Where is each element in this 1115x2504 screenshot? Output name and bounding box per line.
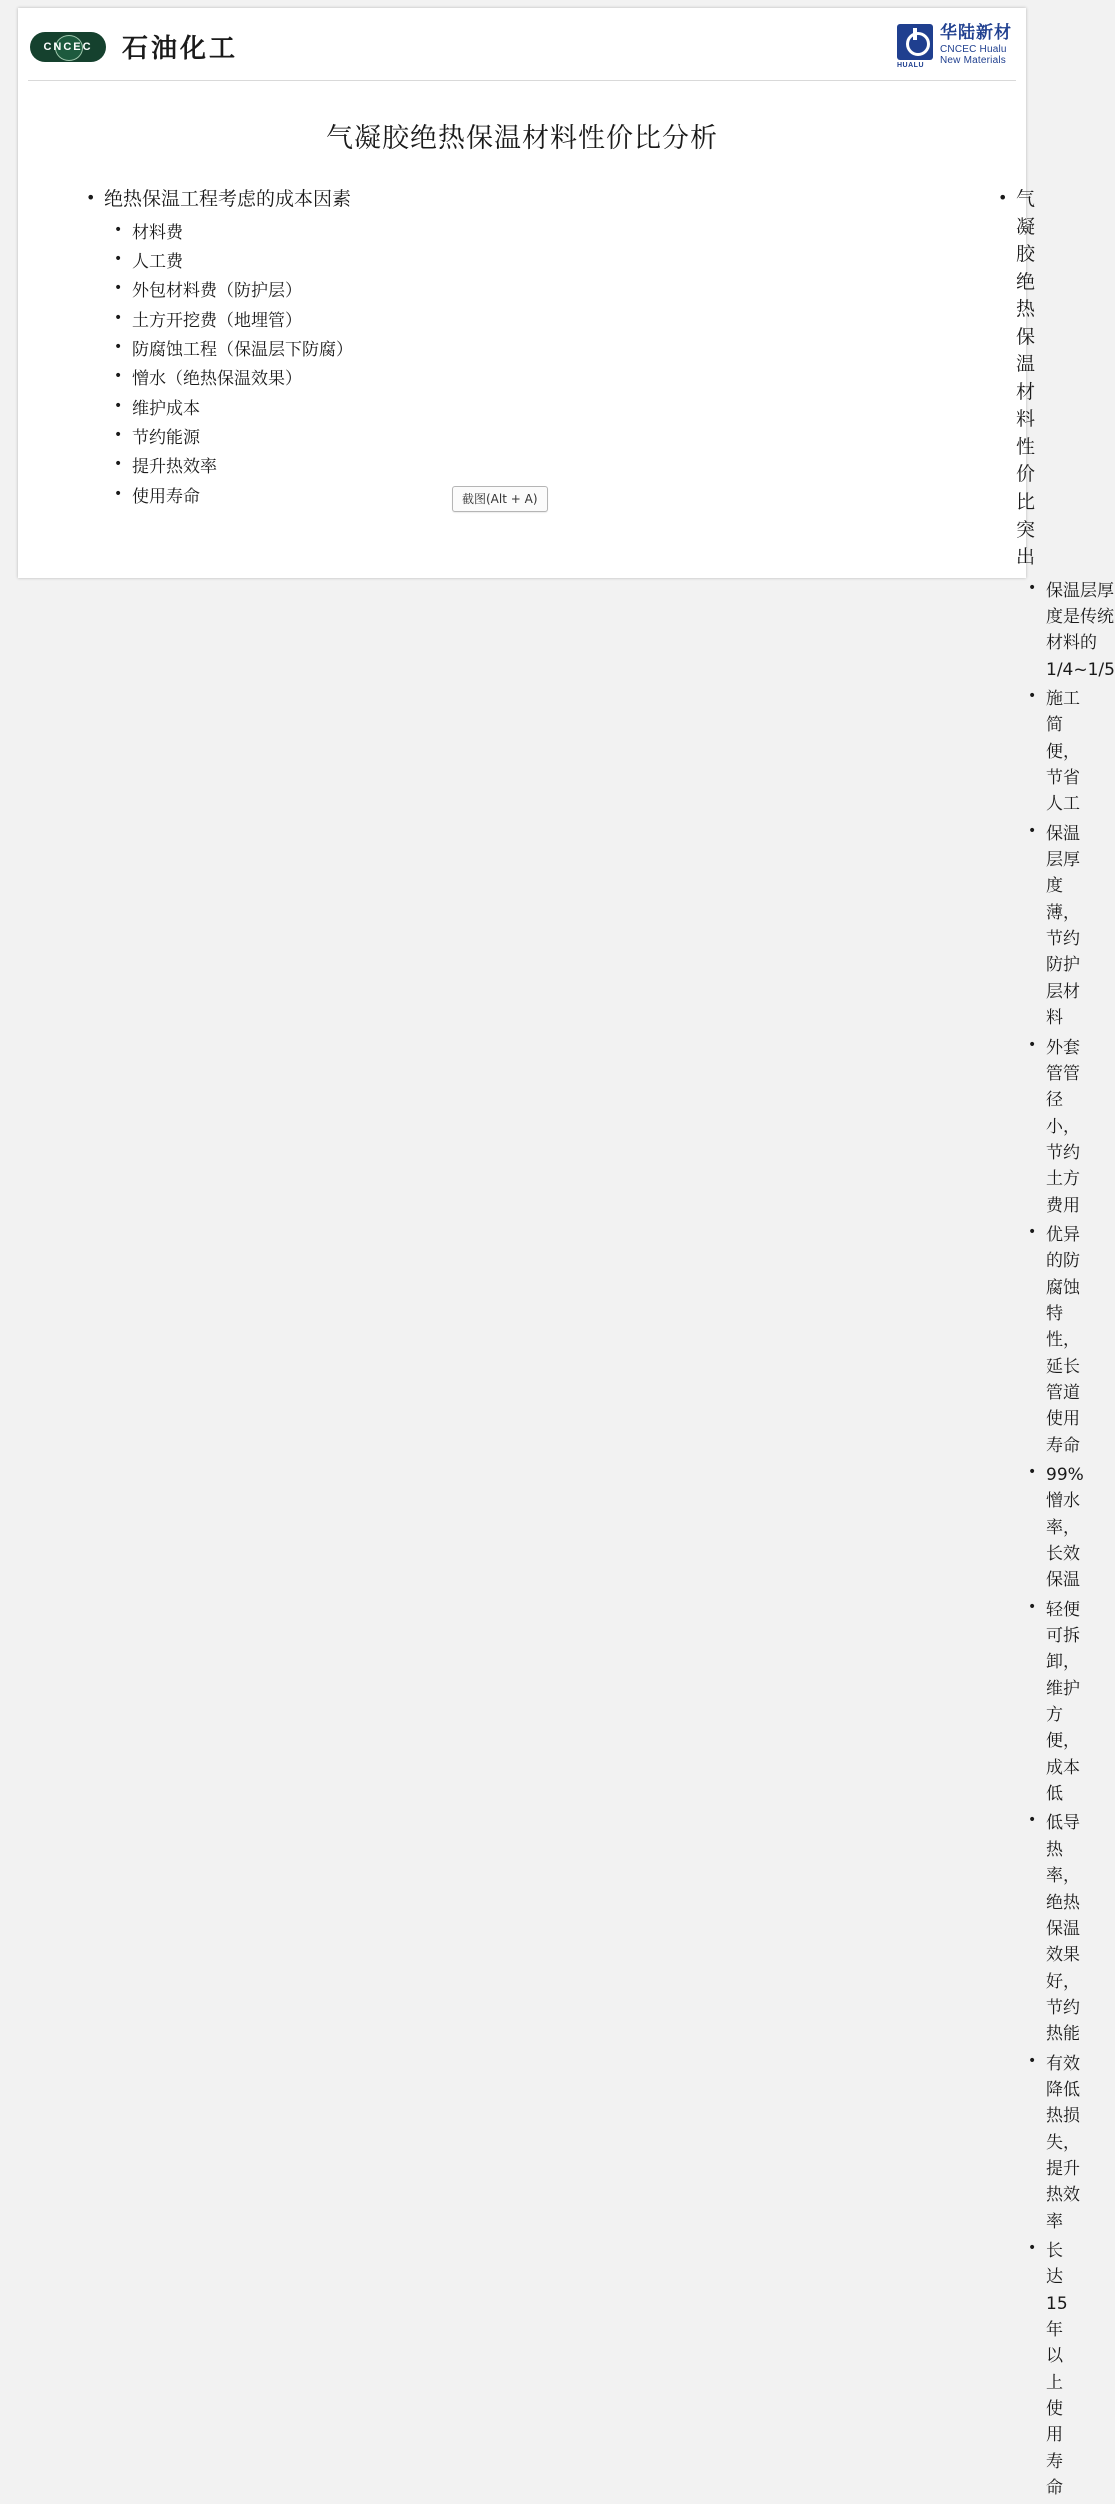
slide-card [18, 8, 1115, 2499]
hualu-company-en1: CNCEC Hualu [940, 43, 1007, 55]
content-columns [18, 186, 1115, 2504]
header-divider [28, 80, 1016, 81]
list-item-label: 99%憎水率，长效保温 [1046, 1465, 1084, 1591]
list-item [114, 396, 498, 422]
list-item [114, 484, 498, 510]
bullet-icon: • [114, 280, 123, 297]
slide-header [18, 8, 1026, 80]
list-item [114, 454, 498, 480]
left-column-heading [86, 186, 498, 214]
bullet-icon: • [114, 309, 123, 326]
bullet-icon: • [1028, 1036, 1037, 1053]
bullet-icon: • [1028, 822, 1037, 839]
bullet-icon: • [86, 188, 96, 207]
left-company-name: 石油化工 [122, 34, 239, 64]
left-heading-label: 绝热保温工程考虑的成本因素 [104, 188, 352, 210]
list-item [114, 249, 498, 275]
right-heading-label: 气凝胶绝热保温材料性价比突出 [1016, 188, 1036, 569]
right-column-list [998, 578, 1115, 2502]
list-item-label: 施工简便，节省人工 [1046, 689, 1080, 815]
list-item-label: 有效降低热损失，提升热效率 [1046, 2053, 1080, 2232]
list-item-label: 节约能源 [132, 427, 200, 448]
list-item-label: 长达 15年以上使用寿命 [1046, 2240, 1068, 2499]
list-item-label: 外包材料费（防护层） [132, 281, 302, 302]
bullet-icon: • [1028, 1223, 1037, 1240]
list-item [114, 278, 498, 304]
right-column-heading [998, 186, 1036, 572]
bullet-icon: • [1028, 2052, 1037, 2069]
hualu-logo-icon [897, 24, 933, 69]
list-item-label: 憎水（绝热保温效果） [132, 369, 302, 390]
hualu-company-cn: 华陆新材 [940, 23, 1012, 43]
bullet-icon: • [114, 485, 123, 502]
list-item-label: 维护成本 [132, 398, 200, 419]
bullet-icon: • [1028, 1812, 1037, 1829]
list-item-label: 人工费 [132, 251, 183, 272]
cnce-logo-letters: CNCEC [43, 40, 93, 53]
list-item-label: 优异的防腐蚀特性，延长管道使用寿命 [1046, 1224, 1080, 1456]
hualu-logo [897, 24, 1012, 67]
left-column [18, 186, 498, 2504]
list-item-label: 保温层厚度是传统材料的1/4~1/5 [1046, 580, 1115, 680]
bullet-icon: • [114, 221, 123, 238]
list-item [114, 220, 498, 246]
cnce-logo [30, 28, 238, 65]
left-column-list [86, 220, 498, 510]
bullet-icon: • [114, 426, 123, 443]
right-column [498, 186, 1115, 2504]
bullet-icon: • [114, 397, 123, 414]
bullet-icon: • [1028, 2239, 1037, 2256]
list-item-label: 防腐蚀工程（保温层下防腐） [132, 339, 353, 360]
screenshot-button[interactable]: 截图(Alt + A) [452, 486, 548, 512]
bullet-icon: • [1028, 688, 1037, 705]
bullet-icon: • [114, 338, 123, 355]
list-item [114, 337, 498, 363]
hualu-logo-sub: HUALU [897, 62, 924, 69]
list-item [114, 366, 498, 392]
bullet-icon: • [114, 456, 123, 473]
bullet-icon: • [1028, 1598, 1037, 1615]
list-item [114, 425, 498, 451]
bullet-icon: • [998, 188, 1008, 207]
list-item-label: 外套管管径小，节约土方费用 [1046, 1037, 1080, 1216]
bullet-icon: • [114, 368, 123, 385]
cnce-logo-icon [30, 32, 106, 62]
list-item [114, 308, 498, 334]
list-item-label: 使用寿命 [132, 486, 200, 507]
bullet-icon: • [1028, 579, 1037, 596]
slide-title: 气凝胶绝热保温材料性价比分析 [326, 123, 718, 154]
hualu-company-en2: New Materials [940, 55, 1006, 67]
list-item-label: 保温层厚度薄，节约防护层材料 [1046, 823, 1080, 1029]
list-item-label: 材料费 [132, 222, 183, 243]
bullet-icon: • [114, 250, 123, 267]
list-item-label: 低导热率，绝热保温效果好，节约热能 [1046, 1813, 1080, 2045]
hualu-logo-text [940, 24, 1012, 67]
list-item-label: 提升热效率 [132, 457, 217, 478]
list-item-label: 土方开挖费（地埋管） [132, 310, 302, 331]
list-item-label: 轻便可拆卸，维护方便，成本低 [1046, 1599, 1080, 1805]
bullet-icon: • [1028, 1464, 1037, 1480]
